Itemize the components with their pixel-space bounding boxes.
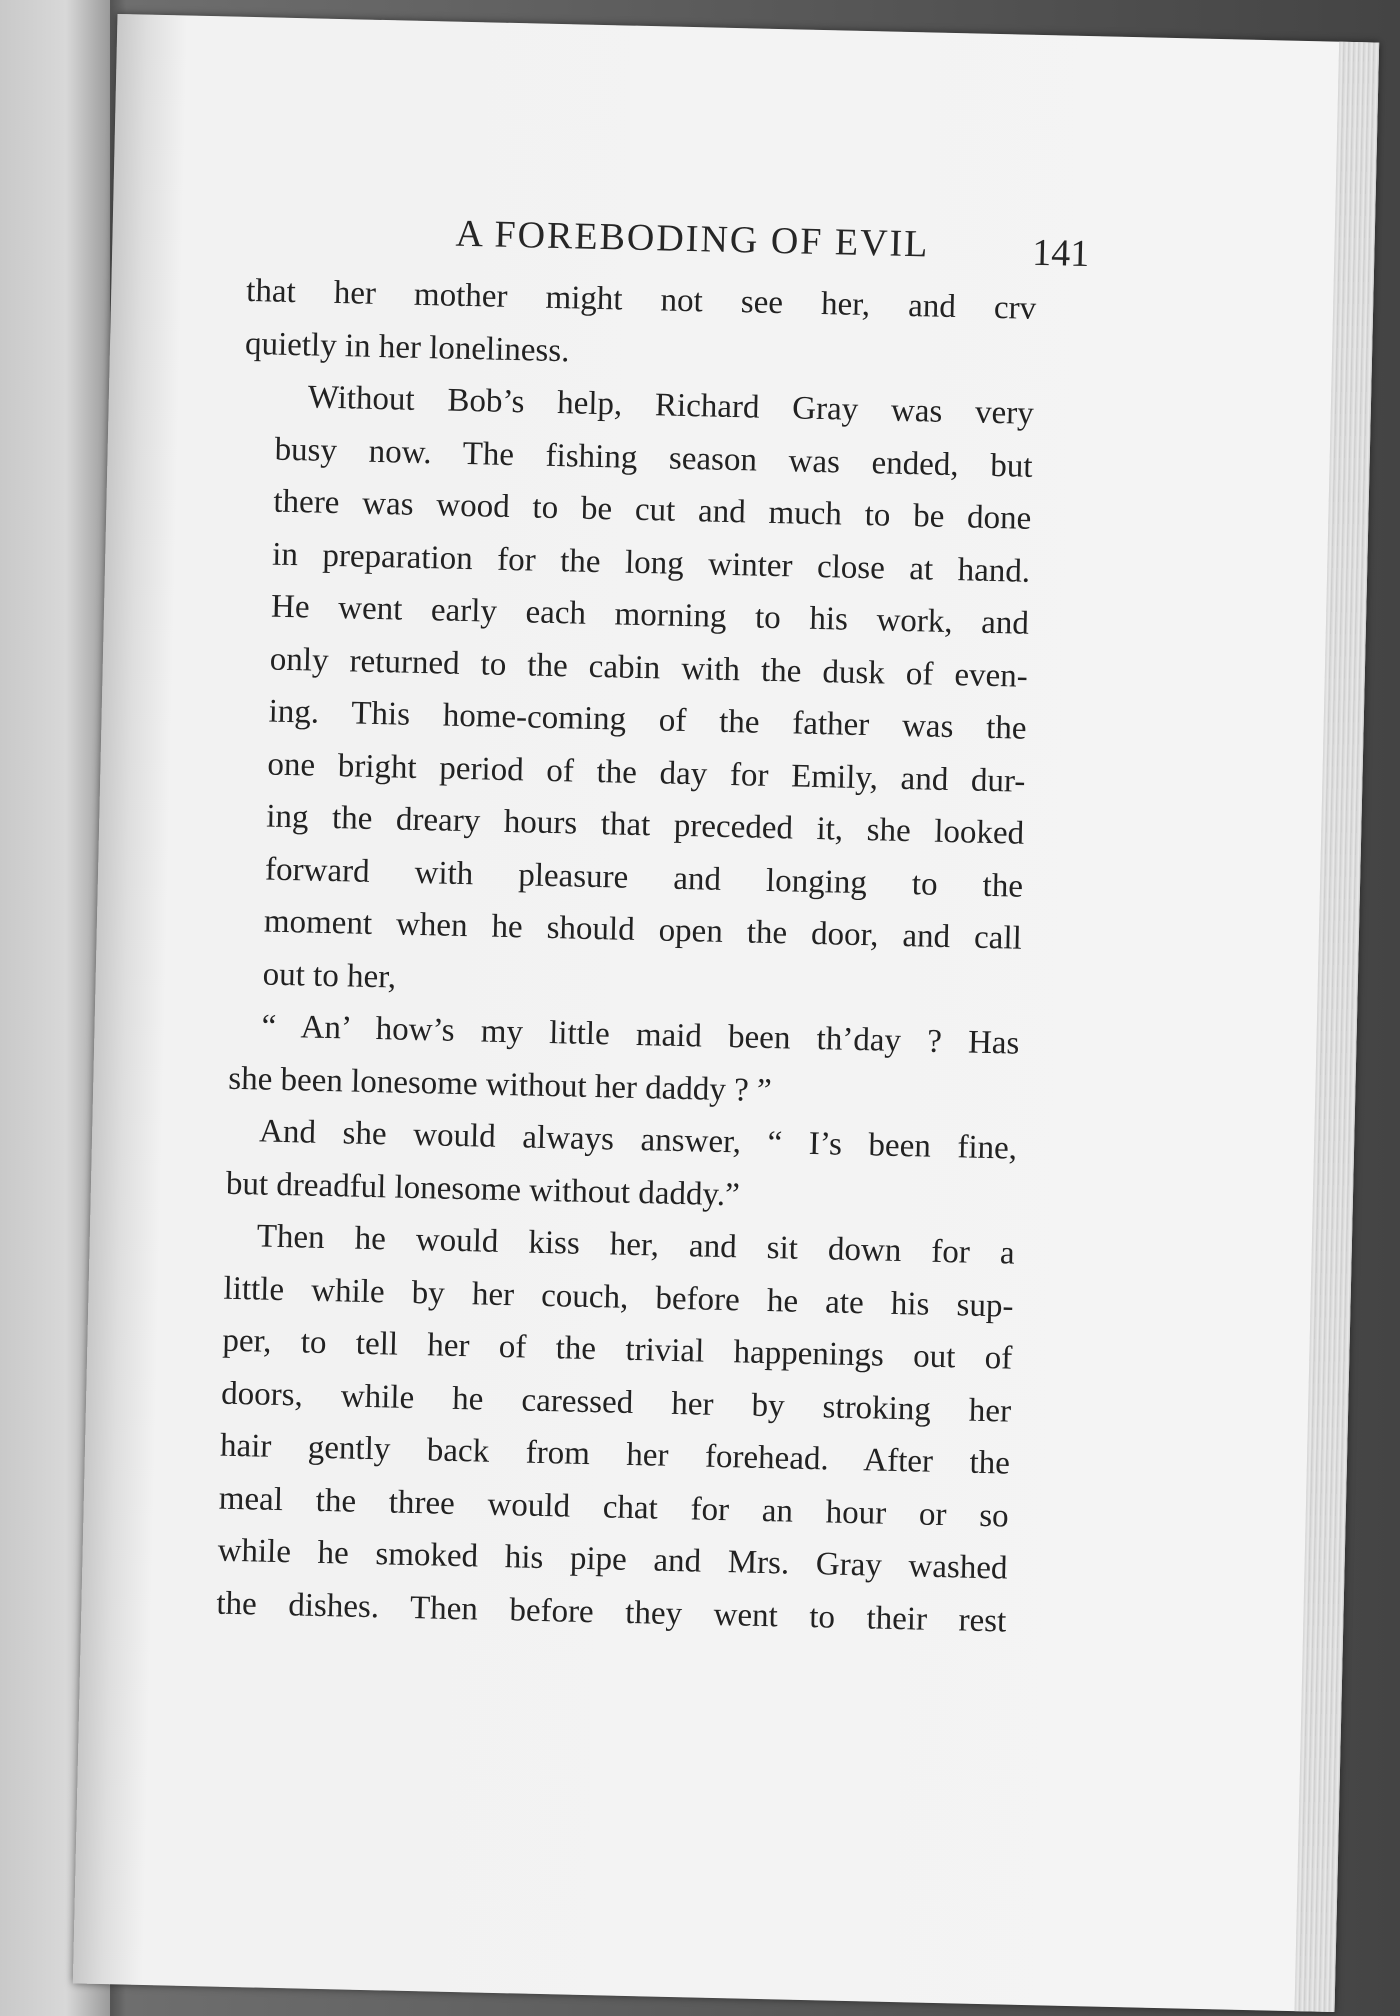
- text-line: per, to tell her of the trivial happenings out of: [222, 1322, 1013, 1377]
- text-line: Without Bob’s help, Richard Gray was very: [307, 379, 1035, 432]
- text-line: little while by her couch, before he ate his sup-: [223, 1270, 1014, 1325]
- text-line: the dishes. Then before they went to their rest: [216, 1585, 1007, 1640]
- text-line: forward with pleasure and longing to the: [264, 851, 1024, 905]
- paragraph: [225, 1105, 1017, 1228]
- text-line: she been lonesome without her daddy ? ”: [227, 1060, 773, 1109]
- paragraph: [216, 1210, 1015, 1648]
- text-line: one bright period of the day for Emily, and dur-: [267, 746, 1026, 800]
- text-line: ing the dreary hours that preceded it, she looked: [265, 798, 1025, 852]
- text-line: only returned to the cabin with the dusk of even-: [269, 641, 1029, 695]
- running-head: A FOREBODING OF EVIL: [455, 212, 930, 266]
- text-line: out to her,: [262, 955, 397, 996]
- text-line: but dreadful lonesome without daddy.”: [225, 1165, 741, 1213]
- page-number: 141: [1031, 231, 1090, 276]
- text-line: in preparation for the long winter close at hand.: [271, 536, 1031, 590]
- text-line: Then he would kiss her, and sit down for a: [256, 1218, 1016, 1272]
- book-page: [73, 14, 1379, 2012]
- paragraph: [228, 1000, 1020, 1123]
- paragraph: [244, 265, 1036, 388]
- text-line: moment when he should open the door, and call: [263, 903, 1023, 957]
- text-line: ing. This home-coming of the father was the: [268, 693, 1027, 747]
- text-line: quietly in her loneliness.: [244, 325, 570, 369]
- text-line: He went early each morning to his work, and: [270, 588, 1030, 642]
- text-line: busy now. The fishing season was ended, but: [274, 431, 1033, 485]
- body-text: [216, 265, 1037, 1648]
- text-line: meal the three would chat for an hour or so: [218, 1480, 1010, 1535]
- text-line: while he smoked his pipe and Mrs. Gray washed: [217, 1532, 1008, 1587]
- text-line: “ An’ how’s my little maid been th’day ? Has: [261, 1008, 1020, 1062]
- paragraph: [230, 370, 1034, 1018]
- text-line: hair gently back from her forehead. After the: [219, 1427, 1011, 1482]
- text-line: that her mother might not see her, and crv: [245, 272, 1037, 327]
- text-line: there was wood to be cut and much to be done: [273, 483, 1032, 537]
- text-line: doors, while he caressed her by stroking her: [220, 1375, 1012, 1430]
- text-line: And she would always answer, “ I’s been fine,: [258, 1113, 1018, 1167]
